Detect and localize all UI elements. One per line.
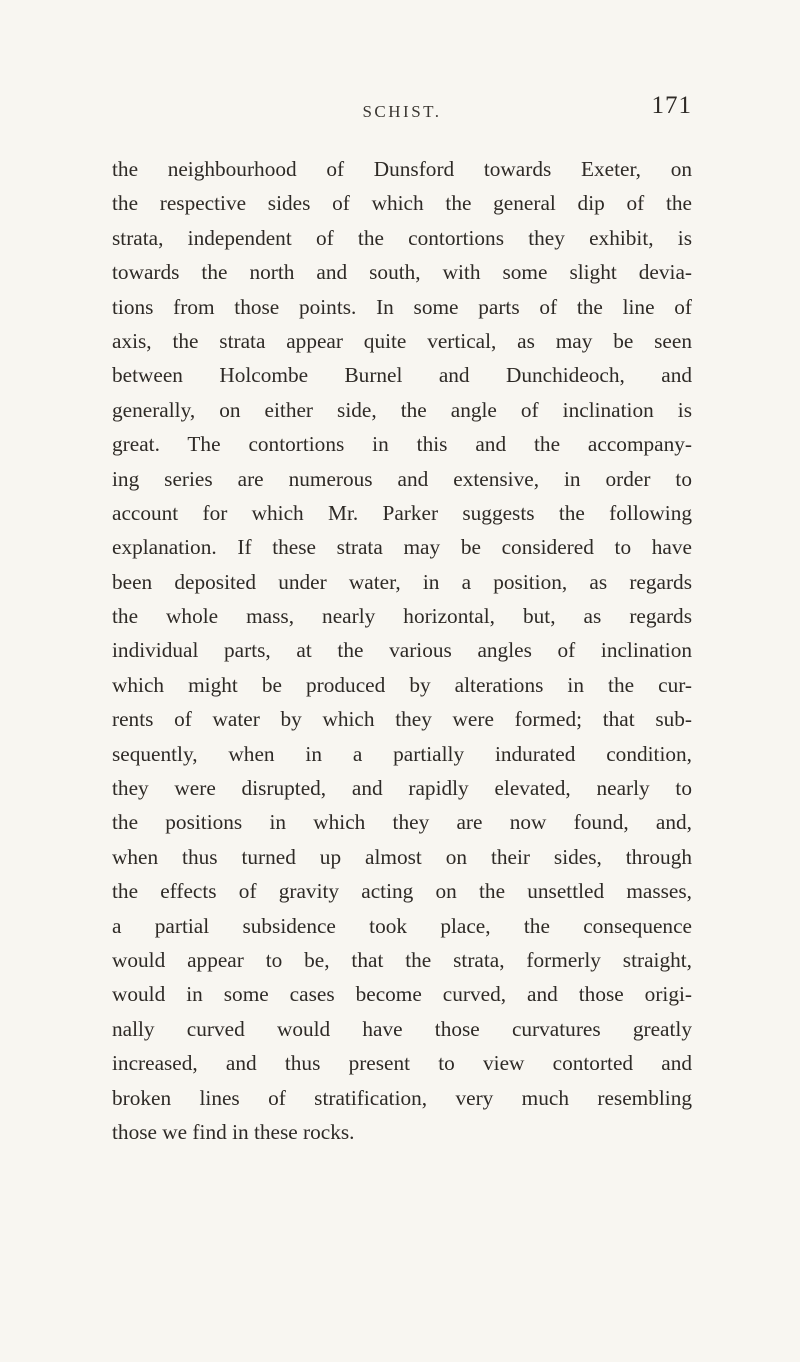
text-line: the whole mass, nearly horizontal, but, as regards (112, 604, 692, 629)
text-line: would appear to be, that the strata, formerly straight, (112, 947, 692, 972)
text-line: they were disrupted, and rapidly elevated, nearly to (112, 776, 692, 801)
text-line: increased, and thus present to view contorted and (112, 1051, 692, 1076)
text-line: broken lines of stratification, very much resembling (112, 1085, 692, 1110)
text-line: when thus turned up almost on their sides, through (112, 844, 692, 869)
text-line: a partial subsidence took place, the consequence (112, 913, 692, 938)
text-line: the positions in which they are now found, and, (112, 810, 692, 835)
text-line: great. The contortions in this and the accompany- (112, 432, 692, 457)
text-line: been deposited under water, in a position, as regards (112, 569, 692, 594)
text-line-last: those we find in these rocks. (112, 1119, 355, 1144)
text-line: which might be produced by alterations in the cur- (112, 672, 692, 697)
text-line: axis, the strata appear quite vertical, as may be seen (112, 328, 692, 353)
text-line: the neighbourhood of Dunsford towards Exeter, on (112, 157, 692, 181)
running-head (112, 88, 692, 128)
text-line: between Holcombe Burnel and Dunchideoch, and (112, 363, 692, 388)
text-line: strata, independent of the contortions they exhibit, is (112, 225, 692, 250)
page-number: 171 (651, 92, 692, 119)
text-line: explanation. If these strata may be considered to have (112, 535, 692, 560)
text-line: towards the north and south, with some slight devia- (112, 260, 692, 285)
text-line: individual parts, at the various angles of inclination (112, 638, 692, 663)
text-line: the effects of gravity acting on the unsettled masses, (112, 879, 692, 904)
text-line: nally curved would have those curvatures greatly (112, 1016, 692, 1041)
text-line: sequently, when in a partially indurated condition, (112, 741, 692, 766)
running-title: SCHIST. (362, 102, 442, 121)
text-line: rents of water by which they were formed; that sub- (112, 707, 692, 732)
text-line: ing series are numerous and extensive, in order to (112, 466, 692, 491)
text-line: generally, on either side, the angle of inclination is (112, 397, 692, 422)
body-text (112, 152, 692, 1149)
text-line: would in some cases become curved, and those origi- (112, 982, 692, 1007)
text-line: tions from those points. In some parts of the line of (112, 294, 692, 319)
text-line: account for which Mr. Parker suggests the following (112, 500, 692, 525)
text-line: the respective sides of which the general dip of the (112, 191, 692, 216)
